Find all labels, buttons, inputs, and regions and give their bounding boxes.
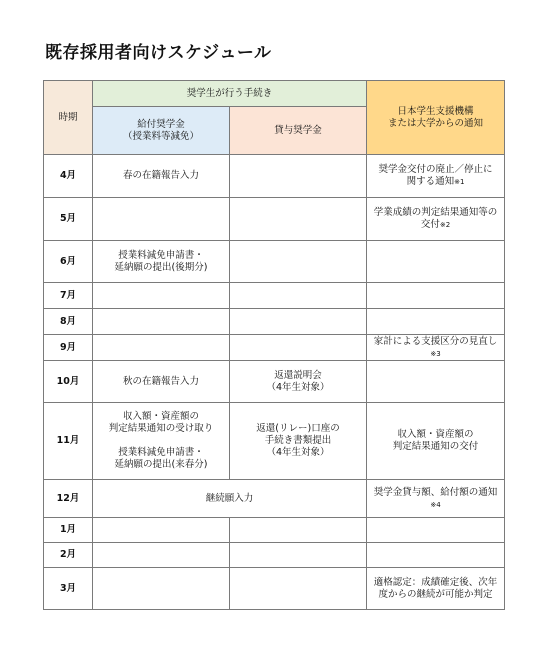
header-jasso-notices [367,81,505,155]
footnote-mark: ※2 [439,221,451,229]
kyufu-text: 延納願の提出(後期分) [114,261,208,273]
month-cell: 5月 [44,198,93,241]
jasso-text: 奨学金交付の廃止／停止に [378,164,493,175]
kyufu-cell: 春の在籍報告入力 [93,155,230,198]
month-cell: 12月 [44,480,93,518]
jasso-cell [367,568,505,610]
jasso-text: 関する通知 [406,176,455,187]
footnote-mark: ※4 [430,500,441,509]
jasso-text: 家計による支援区分の見直し [373,335,498,347]
kyufu-text: 判定結果通知の受け取り [108,423,214,434]
kyufu-cell [93,403,230,480]
taiyo-text: （4年生対象） [266,381,330,393]
taiyo-cell [230,283,367,309]
jasso-cell [367,283,505,309]
table-row [44,543,505,568]
header-student-procedures: 奨学生が行う手続き [93,81,367,107]
kyufu-cell [93,241,230,283]
taiyo-cell [230,543,367,568]
jasso-text: 交付 [420,219,440,230]
jasso-cell [367,335,505,361]
month-cell: 4月 [44,155,93,198]
taiyo-cell [230,309,367,335]
month-cell: 11月 [44,403,93,480]
month-cell: 2月 [44,543,93,568]
month-cell: 3月 [44,568,93,610]
jasso-cell [367,155,505,198]
month-cell: 7月 [44,283,93,309]
page-title: 既存採用者向けスケジュール [45,43,272,63]
header-jasso-line1: 日本学生支援機構 [397,105,474,117]
jasso-text: 学業成績の判定結果通知等の [373,207,498,218]
footnote-mark: ※1 [454,178,465,186]
table-row [44,335,505,361]
kyufu-text: 授業料減免申請書・ [118,249,204,261]
jasso-cell [367,543,505,568]
kyufu-cell [93,198,230,241]
taiyo-cell [230,568,367,610]
taiyo-text: 返還(リレー)口座の [256,423,340,434]
table-row [44,480,505,518]
footnote-mark: ※3 [430,349,441,358]
taiyo-cell [230,335,367,361]
taiyo-text: 返還説明会 [274,369,322,381]
header-period: 時期 [44,81,93,155]
kyufu-text: 授業料減免申請書・ [118,447,204,458]
kyufu-cell [93,518,230,543]
kyufu-text: 延納願の提出(来春分) [114,459,208,470]
jasso-text: 収入額・資産額の [397,429,474,440]
taiyo-cell [230,241,367,283]
taiyo-text: （4年生対象） [266,447,330,458]
header-taiyo: 貸与奨学金 [230,107,367,155]
jasso-cell [367,480,505,518]
month-cell: 8月 [44,309,93,335]
table-row [44,568,505,610]
jasso-cell [367,309,505,335]
jasso-cell [367,403,505,480]
merged-cell: 継続願入力 [93,480,367,518]
schedule-table [43,80,505,610]
jasso-cell [367,518,505,543]
table-row [44,283,505,309]
jasso-text: 判定結果通知の交付 [392,441,479,452]
header-kyufu-line2: （授業料等減免） [122,130,199,142]
jasso-text: 奨学金貸与額、給付額の通知 [373,486,498,498]
kyufu-cell [93,543,230,568]
month-cell: 6月 [44,241,93,283]
jasso-cell [367,198,505,241]
kyufu-cell [93,283,230,309]
table-row [44,198,505,241]
taiyo-cell [230,155,367,198]
table-row [44,155,505,198]
kyufu-cell: 秋の在籍報告入力 [93,361,230,403]
month-cell: 10月 [44,361,93,403]
header-kyufu-line1: 給付奨学金 [137,118,185,130]
table-row [44,309,505,335]
month-cell: 1月 [44,518,93,543]
header-jasso-line2: または大学からの通知 [388,117,484,129]
table-row [44,241,505,283]
jasso-text: 適格認定：成績確定後、次年 [373,576,498,588]
header-kyufu [93,107,230,155]
table-row [44,403,505,480]
month-cell: 9月 [44,335,93,361]
jasso-cell [367,241,505,283]
jasso-text: 度からの継続が可能か判定 [378,588,493,600]
taiyo-cell [230,403,367,480]
kyufu-cell [93,568,230,610]
taiyo-cell [230,518,367,543]
kyufu-text: 収入額・資産額の [122,411,199,422]
jasso-cell [367,361,505,403]
kyufu-cell [93,309,230,335]
kyufu-cell [93,335,230,361]
taiyo-cell [230,198,367,241]
taiyo-text: 手続き書類提出 [264,435,332,446]
table-row [44,361,505,403]
table-row [44,518,505,543]
taiyo-cell [230,361,367,403]
